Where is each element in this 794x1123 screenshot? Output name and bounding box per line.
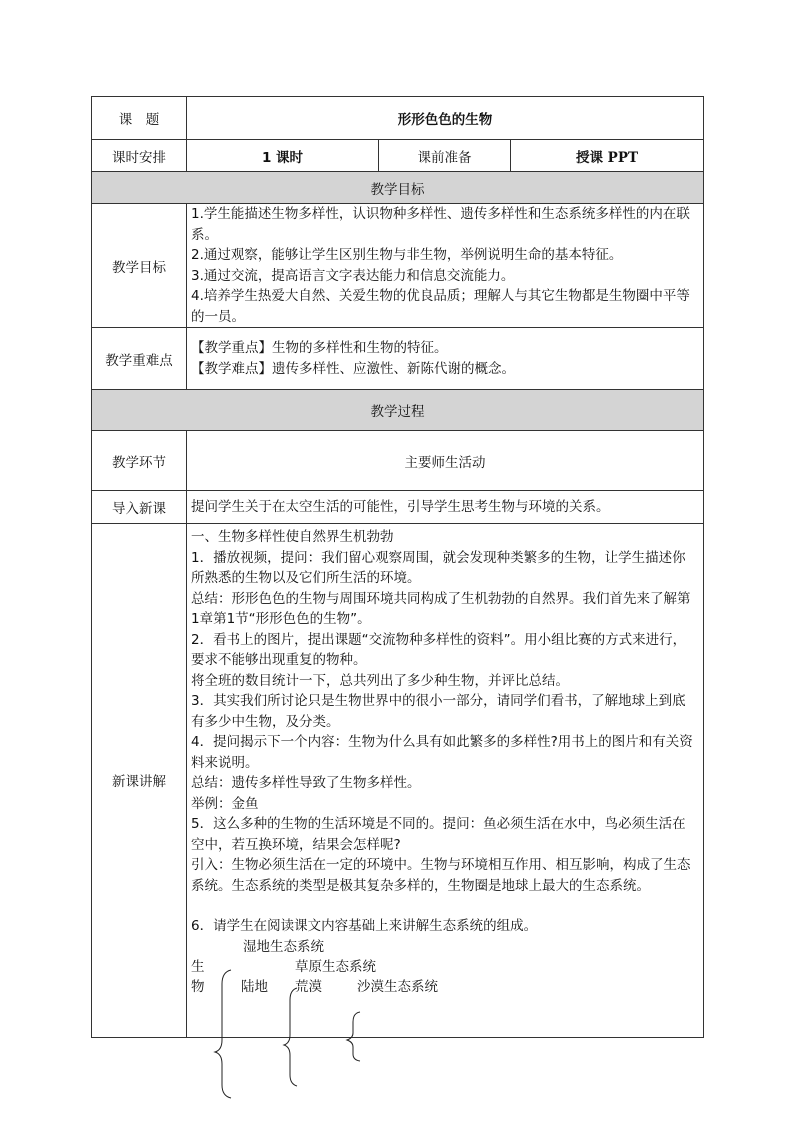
lecture-content: [187, 524, 704, 1038]
key-points-content: [187, 328, 704, 390]
process-section-title: 教学过程: [92, 390, 704, 431]
objectives-label: 教学目标: [92, 204, 187, 328]
intro-row: [92, 491, 704, 524]
ecosystem-diagram: [191, 937, 699, 1037]
difficulty-text: 【教学难点】遗传多样性、应激性、新陈代谢的概念。: [191, 360, 515, 377]
lecture-line: 4．提问揭示下一个内容：生物为什么具有如此繁多的多样性?用书上的图片和有关资料来说明。: [191, 734, 693, 771]
focus-text: 【教学重点】生物的多样性和生物的特征。: [191, 340, 448, 356]
objectives-section-row: [92, 172, 704, 204]
lesson-title: 形形色色的生物: [187, 97, 704, 140]
intro-text: 提问学生关于在太空生活的可能性，引导学生思考生物与环境的关系。: [187, 491, 704, 524]
title-label: 课 题: [92, 97, 187, 140]
key-points-label: 教学重难点: [92, 328, 187, 390]
schedule-label: 课时安排: [92, 140, 187, 172]
lecture-row: [92, 524, 704, 1038]
lecture-line: 3．其实我们所讨论只是生物世界中的很小一部分，请同学们看书，了解地球上到底有多少中生物，及分类。: [191, 693, 686, 730]
grassland-label: 草原生态系统: [295, 958, 376, 975]
sandy-desert-label: 沙漠生态系统: [357, 978, 438, 995]
lecture-line: 1．播放视频，提问：我们留心观察周围，就会发现种类繁多的生物，让学生描述你所熟悉的生物以及它们所生活的环境。: [191, 549, 686, 586]
objectives-content: [187, 204, 704, 328]
lecture-label: 新课讲解: [92, 524, 187, 1038]
lecture-line: 总结：形形色色的生物与周围环境共同构成了生机勃勃的自然界。我们首先来了解第1章第1节“形形色色的生物”。: [191, 590, 691, 627]
lecture-line: 总结：遗传多样性导致了生物多样性。: [191, 775, 421, 791]
key-points-row: [92, 328, 704, 390]
prep-label: 课前准备: [379, 140, 511, 172]
objective-item: 1.学生能描述生物多样性，认识物种多样性、遗传多样性和生态系统多样性的内在联系。: [191, 206, 690, 243]
lecture-line: 引入：生物必须生活在一定的环境中。生物与环境相互作用、相互影响，构成了生态系统。生态系统的类型是极其复杂多样的，生物圈是地球上最大的生态系统。: [191, 857, 691, 894]
process-section-row: [92, 390, 704, 431]
bio-char-2: 物: [191, 978, 205, 995]
lecture-line: 6．请学生在阅读课文内容基础上来讲解生态系统的组成。: [191, 918, 538, 934]
desert-label: 荒漠: [295, 978, 322, 995]
lecture-line: 一、生物多样性使自然界生机勃勃: [191, 529, 394, 545]
process-header-row: [92, 431, 704, 491]
objective-item: 4.培养学生热爱大自然、关爱生物的优良品质；理解人与其它生物都是生物圈中平等的一员。: [191, 288, 690, 325]
prep-value: 授课 PPT: [511, 140, 704, 172]
wetland-label: 湿地生态系统: [243, 938, 324, 955]
objective-item: 2.通过观察，能够让学生区别生物与非生物，举例说明生命的基本特征。: [191, 247, 623, 263]
bio-char-1: 生: [191, 958, 205, 975]
title-row: [92, 97, 704, 140]
land-label: 陆地: [241, 978, 268, 995]
objectives-row: [92, 204, 704, 328]
objectives-section-title: 教学目标: [92, 172, 704, 204]
objective-item: 3.通过交流，提高语言文字表达能力和信息交流能力。: [191, 267, 515, 284]
intro-label: 导入新课: [92, 491, 187, 524]
lesson-plan-table: [91, 96, 704, 1038]
activity-label: 主要师生活动: [187, 431, 704, 491]
stage-label: 教学环节: [92, 431, 187, 491]
lecture-line: 举例：金鱼: [191, 795, 259, 812]
lecture-line: 将全班的数目统计一下，总共列出了多少种生物，并评比总结。: [191, 672, 569, 689]
schedule-value: 1 课时: [187, 140, 379, 172]
lecture-line: 5．这么多种的生物的生活环境是不同的。提问：鱼必须生活在水中，鸟必须生活在空中，若互换环境，结果会怎样呢?: [191, 816, 686, 853]
schedule-row: [92, 140, 704, 172]
lecture-line: 2．看书上的图片，提出课题“交流物种多样性的资料”。用小组比赛的方式来进行，要求不能够出现重复的物种。: [191, 631, 687, 668]
lecture-line: [191, 896, 699, 916]
